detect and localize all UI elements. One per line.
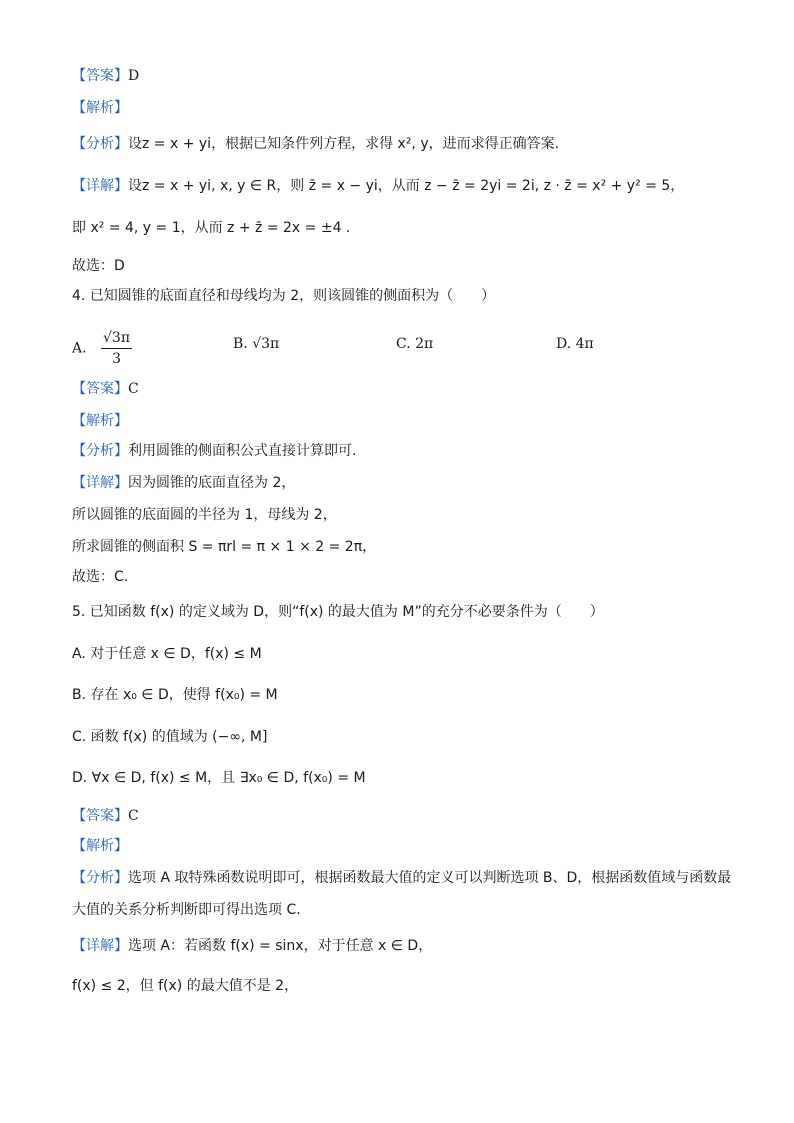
q3-analysis: [72, 134, 559, 154]
q3-detail-line2: 即 x² = 4, y = 1，从而 z + z̄ = 2x = ±4 .: [72, 220, 351, 236]
detail-tag: 【详解】: [72, 475, 128, 491]
q5-answer: [72, 806, 139, 826]
answer-value: D: [128, 68, 140, 84]
q4-option-b: B. √3π: [233, 336, 280, 352]
q4-option-c: C. 2π: [396, 336, 434, 352]
fraction-numerator: √3π: [101, 328, 132, 349]
fraction-denominator: 3: [112, 351, 121, 367]
q5-option-a: A. 对于任意 x ∈ D，f(x) ≤ M: [72, 646, 262, 662]
q5-detail: [72, 936, 432, 956]
q5-jiexi-heading: 【解析】: [72, 838, 128, 854]
detail-text: 因为圆锥的底面直径为 2，: [128, 475, 296, 491]
option-a-fraction: [101, 328, 132, 369]
q3-answer: [72, 66, 139, 86]
q4-stem: 4. 已知圆锥的底面直径和母线均为 2，则该圆锥的侧面积为（ ）: [72, 288, 496, 304]
q3-jiexi-heading: 【解析】: [72, 100, 128, 116]
q4-option-a: [72, 328, 132, 369]
analysis-text: 设z = x + yi，根据已知条件列方程，求得 x², y，进而求得正确答案.: [128, 136, 560, 152]
q4-detail: [72, 473, 295, 493]
q4-analysis: [72, 441, 356, 461]
analysis-tag: 【分析】: [72, 870, 128, 886]
detail-tag: 【详解】: [72, 938, 128, 954]
detail-text: 选项 A：若函数 f(x) = sinx，对于任意 x ∈ D，: [128, 938, 433, 954]
detail-tag: 【详解】: [72, 178, 128, 194]
answer-tag: 【答案】: [72, 68, 128, 84]
q4-detail-line3: 所求圆锥的侧面积 S = πrl = π × 1 × 2 = 2π，: [72, 539, 377, 555]
analysis-tag: 【分析】: [72, 443, 128, 459]
answer-tag: 【答案】: [72, 808, 128, 824]
q4-option-d: D. 4π: [556, 336, 594, 352]
q5-option-c: C. 函数 f(x) 的值域为 (−∞, M]: [72, 729, 268, 745]
analysis-text: 利用圆锥的侧面积公式直接计算即可.: [128, 443, 357, 459]
answer-value: C: [128, 381, 139, 397]
answer-tag: 【答案】: [72, 381, 128, 397]
q5-option-d: D. ∀x ∈ D, f(x) ≤ M，且 ∃x₀ ∈ D, f(x₀) = M: [72, 770, 366, 786]
q5-analysis: [72, 862, 732, 926]
q5-stem: 5. 已知函数 f(x) 的定义域为 D，则“f(x) 的最大值为 M”的充分不必要条件为（ ）: [72, 604, 604, 620]
analysis-text: 选项 A 取特殊函数说明即可，根据函数最大值的定义可以判断选项 B、D，根据函数值域与函数最大值的关系分析判断即可得出选项 C.: [72, 870, 732, 918]
answer-value: C: [128, 808, 139, 824]
q4-jiexi-heading: 【解析】: [72, 413, 128, 429]
q5-option-b: B. 存在 x₀ ∈ D，使得 f(x₀) = M: [72, 687, 278, 703]
q4-choice: 故选：C.: [72, 569, 129, 585]
q4-detail-line2: 所以圆锥的底面圆的半径为 1，母线为 2，: [72, 507, 337, 523]
q4-answer: [72, 379, 139, 399]
detail-text: 设z = x + yi, x, y ∈ R，则 z̄ = x − yi，从而 z − z̄ = 2yi = 2i, z · z̄ = x² + y² = 5，: [128, 178, 685, 194]
q5-detail-line2: f(x) ≤ 2，但 f(x) 的最大值不是 2，: [72, 978, 299, 994]
q3-detail: [72, 176, 684, 196]
q3-choice: 故选：D: [72, 258, 125, 274]
analysis-tag: 【分析】: [72, 136, 128, 152]
option-a-label: A.: [72, 340, 87, 357]
